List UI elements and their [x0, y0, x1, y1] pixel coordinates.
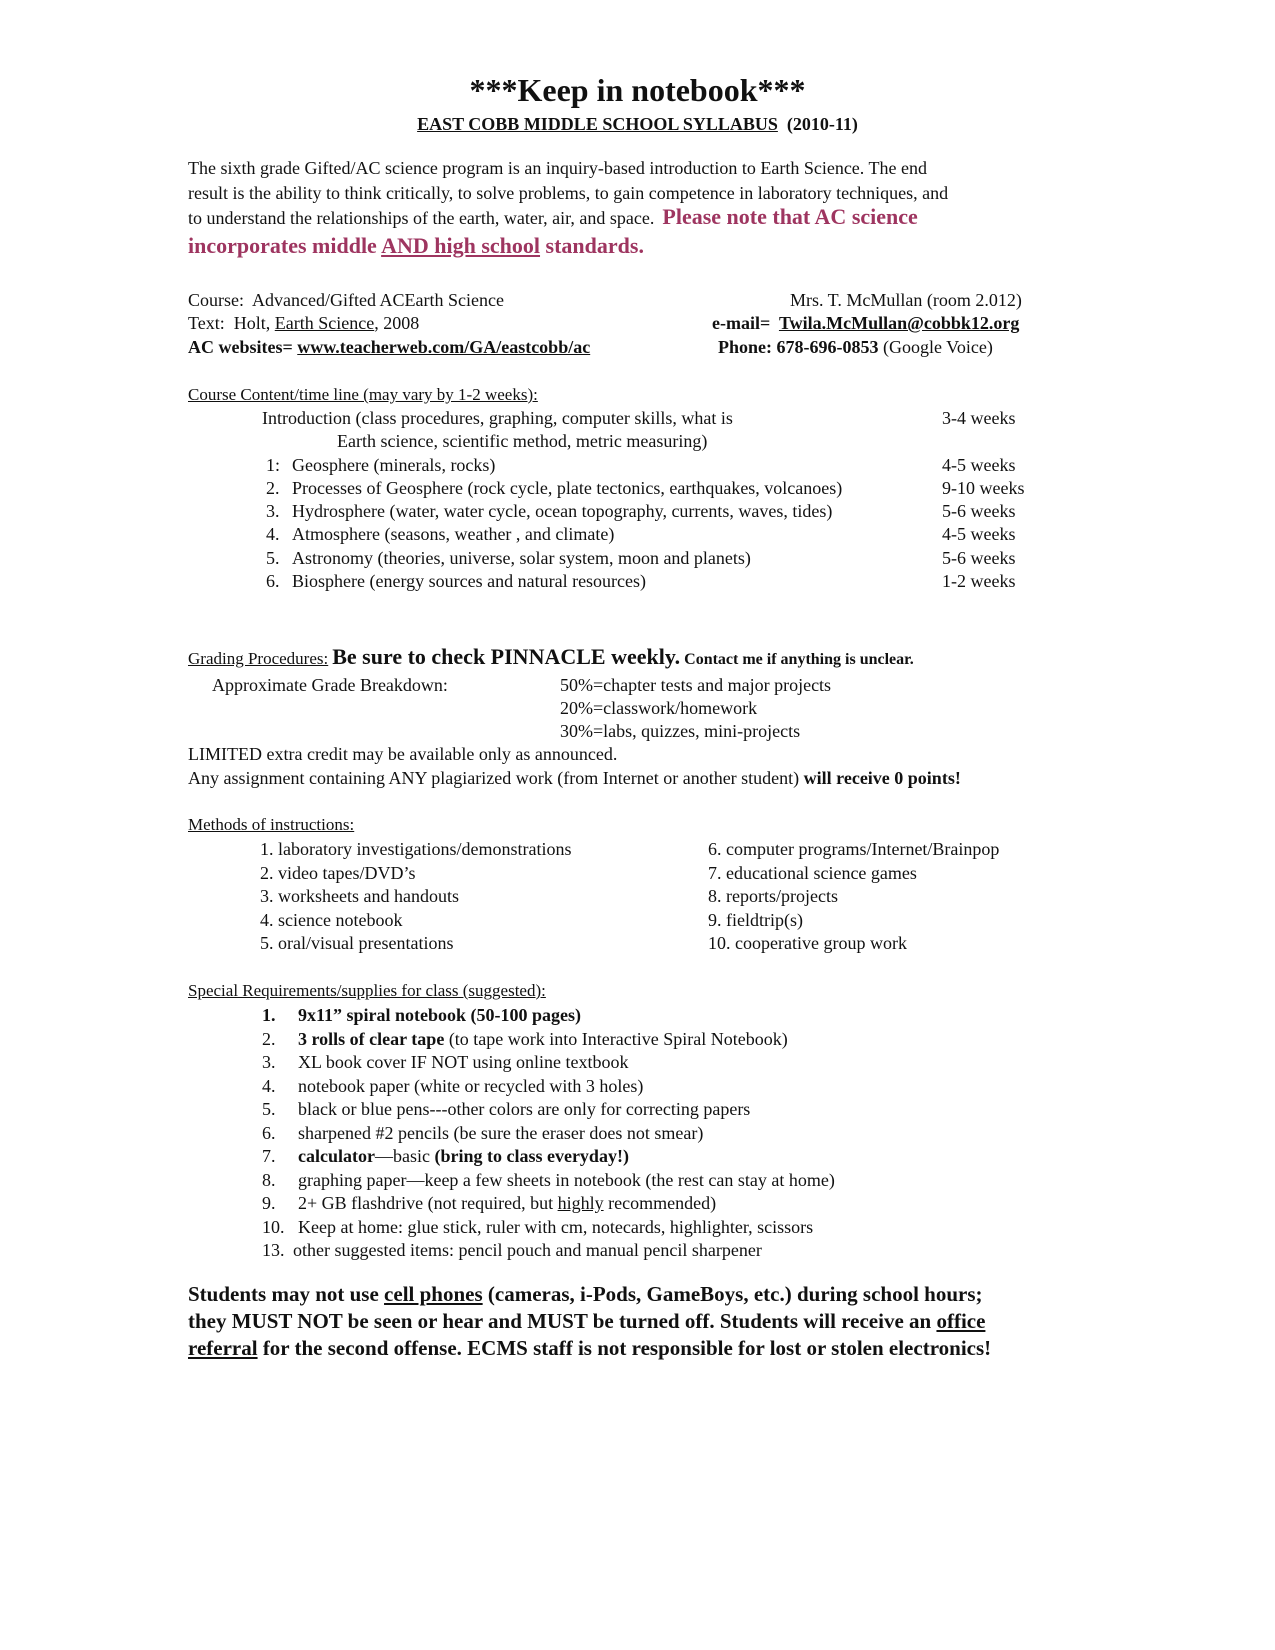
supply-number: 4.: [262, 1076, 276, 1096]
method-item: 8. reports/projects: [708, 886, 838, 906]
pinnacle-notice: Be sure to check PINNACLE weekly.: [332, 644, 681, 669]
supply-text: 2+ GB flashdrive (not required, but: [298, 1193, 558, 1213]
supply-number: 13.: [262, 1240, 285, 1260]
text-line: [188, 313, 419, 334]
policy-cell-phones: cell phones: [384, 1282, 483, 1306]
email-label: e-mail=: [712, 313, 771, 333]
policy-text: (cameras, i-Pods, GameBoys, etc.) during school hours;: [482, 1282, 983, 1306]
intro-line-2: result is the ability to think critically, to solve problems, to gain competence in laboratory techniques, and: [188, 183, 949, 203]
intro-highlight-line: [188, 233, 644, 259]
policy-line-3: [188, 1336, 991, 1361]
policy-text: Students may not use: [188, 1282, 385, 1306]
intro-line-3-text: to understand the relationships of the earth, water, air, and space.: [188, 208, 655, 228]
unit-number: 3.: [266, 501, 280, 521]
supply-number: 6.: [262, 1123, 276, 1143]
grade-breakdown-label: Approximate Grade Breakdown:: [212, 675, 448, 695]
method-item: 4. science notebook: [260, 910, 403, 930]
contact-notice: Contact me if anything is unclear.: [684, 651, 914, 668]
intro-highlight-c: AND high school: [381, 233, 541, 258]
supply-number: 8.: [262, 1170, 276, 1190]
method-item: 10. cooperative group work: [708, 933, 907, 953]
method-item: 2. video tapes/DVD’s: [260, 863, 416, 883]
school-syllabus-label: EAST COBB MIDDLE SCHOOL SYLLABUS: [417, 114, 778, 134]
unit-time: 1-2 weeks: [942, 571, 1016, 591]
supply-number: 7.: [262, 1146, 276, 1166]
supply-item: [298, 1193, 716, 1214]
supply-text: —basic: [374, 1146, 435, 1166]
unit-time: 4-5 weeks: [942, 524, 1016, 544]
unit-number: 1:: [266, 455, 281, 475]
websites-label: AC websites=: [188, 337, 293, 357]
unit-number: 5.: [266, 548, 280, 568]
intro-highlight-d: standards.: [540, 233, 644, 258]
grade-breakdown-item: 20%=classwork/homework: [560, 698, 758, 718]
method-item: 1. laboratory investigations/demonstrations: [260, 839, 572, 859]
supply-item: notebook paper (white or recycled with 3 holes): [298, 1076, 644, 1096]
content-intro-time: 3-4 weeks: [942, 408, 1016, 428]
method-item: 6. computer programs/Internet/Brainpop: [708, 839, 1000, 859]
course-label: Course:: [188, 290, 244, 310]
supply-number: 5.: [262, 1099, 276, 1119]
supply-number: 3.: [262, 1052, 276, 1072]
syllabus-subtitle: [0, 114, 1275, 135]
policy-referral: referral: [188, 1336, 258, 1360]
unit-text: Hydrosphere (water, water cycle, ocean topography, currents, waves, tides): [292, 501, 833, 521]
method-item: 7. educational science games: [708, 863, 917, 883]
unit-text: Atmosphere (seasons, weather , and climate): [292, 524, 615, 544]
content-intro-line-2: Earth science, scientific method, metric measuring): [337, 431, 708, 451]
supply-bold: 3 rolls of clear tape: [298, 1029, 445, 1049]
course-value: Advanced/Gifted ACEarth Science: [252, 290, 504, 310]
content-heading: Course Content/time line (may vary by 1-2 weeks):: [188, 385, 538, 404]
supply-underline: highly: [557, 1193, 604, 1213]
unit-text: Biosphere (energy sources and natural resources): [292, 571, 647, 591]
methods-heading: Methods of instructions:: [188, 815, 355, 834]
supply-bold: calculator: [298, 1146, 375, 1166]
course-line: [188, 290, 504, 311]
text-author: Holt,: [233, 313, 275, 333]
supply-number: 9.: [262, 1193, 276, 1213]
method-item: 9. fieldtrip(s): [708, 910, 803, 930]
grade-breakdown-item: 30%=labs, quizzes, mini-projects: [560, 721, 801, 741]
unit-time: 5-6 weeks: [942, 548, 1016, 568]
intro-line-3: [188, 204, 918, 230]
unit-number: 2.: [266, 478, 280, 498]
supply-item: Keep at home: glue stick, ruler with cm, notecards, highlighter, scissors: [298, 1217, 814, 1237]
unit-text: Astronomy (theories, universe, solar system, moon and planets): [292, 548, 751, 568]
phone-note: (Google Voice): [883, 337, 993, 357]
intro-highlight-a: Please note that AC science: [662, 204, 918, 229]
websites-link[interactable]: www.teacherweb.com/GA/eastcobb/ac: [297, 337, 591, 357]
grading-heading: Grading Procedures:: [188, 649, 329, 668]
school-year: (2010-11): [786, 114, 858, 134]
supply-number: 10.: [262, 1217, 285, 1237]
unit-time: 4-5 weeks: [942, 455, 1016, 475]
supply-item: [298, 1146, 629, 1167]
supply-item: sharpened #2 pencils (be sure the eraser does not smear): [298, 1123, 704, 1143]
supply-number: 1.: [262, 1005, 276, 1025]
intro-highlight-b: incorporates middle: [188, 233, 382, 258]
supplies-heading: Special Requirements/supplies for class (suggested):: [188, 981, 546, 1000]
supply-item: graphing paper—keep a few sheets in notebook (the rest can stay at home): [298, 1170, 835, 1190]
phone-label: Phone: 678-696-0853: [718, 337, 879, 357]
supply-bold: 9x11” spiral notebook (50-100 pages): [298, 1005, 582, 1025]
supply-item: XL book cover IF NOT using online textbook: [298, 1052, 629, 1072]
policy-line-1: [188, 1282, 983, 1307]
supply-text-2: recommended): [603, 1193, 717, 1213]
method-item: 3. worksheets and handouts: [260, 886, 459, 906]
phone-line: [718, 337, 993, 358]
supply-item: [298, 1005, 581, 1026]
text-title: Earth Science: [274, 313, 375, 333]
supply-text: (to tape work into Interactive Spiral Notebook): [444, 1029, 788, 1049]
text-year: , 2008: [374, 313, 420, 333]
supply-bold-2: (bring to class everyday!): [434, 1146, 629, 1166]
page-title: ***Keep in notebook***: [469, 72, 806, 108]
websites-line: [188, 337, 590, 358]
plagiarism-note: [188, 768, 961, 789]
unit-time: 5-6 weeks: [942, 501, 1016, 521]
policy-text: for the second offense. ECMS staff is not responsible for lost or stolen electronics!: [257, 1336, 992, 1360]
policy-text: they MUST NOT be seen or hear and MUST be turned off. Students will receive an: [188, 1309, 937, 1333]
supply-item: other suggested items: pencil pouch and manual pencil sharpener: [293, 1240, 762, 1260]
supply-item: black or blue pens---other colors are only for correcting papers: [298, 1099, 751, 1119]
supply-item: [298, 1029, 788, 1050]
method-item: 5. oral/visual presentations: [260, 933, 454, 953]
unit-text: Processes of Geosphere (rock cycle, plate tectonics, earthquakes, volcanoes): [292, 478, 843, 498]
grading-line: [188, 644, 914, 670]
teacher-name: Mrs. T. McMullan (room 2.012): [790, 290, 1022, 310]
email-link[interactable]: Twila.McMullan@cobbk12.org: [778, 313, 1020, 333]
content-intro-line-1: Introduction (class procedures, graphing, computer skills, what is: [262, 408, 733, 428]
unit-text: Geosphere (minerals, rocks): [292, 455, 496, 475]
unit-time: 9-10 weeks: [942, 478, 1025, 498]
unit-number: 6.: [266, 571, 280, 591]
plagiarism-text: Any assignment containing ANY plagiarized work (from Internet or another student): [188, 768, 800, 788]
intro-line-1: The sixth grade Gifted/AC science program is an inquiry-based introduction to Earth Science. The end: [188, 158, 927, 178]
grade-breakdown-item: 50%=chapter tests and major projects: [560, 675, 832, 695]
text-label: Text:: [188, 313, 225, 333]
unit-number: 4.: [266, 524, 280, 544]
plagiarism-penalty: will receive 0 points!: [803, 768, 961, 788]
extra-credit-note: LIMITED extra credit may be available only as announced.: [188, 744, 618, 764]
supply-number: 2.: [262, 1029, 276, 1049]
policy-office: office: [936, 1309, 986, 1333]
email-line: [712, 313, 1019, 334]
policy-line-2: [188, 1309, 985, 1334]
